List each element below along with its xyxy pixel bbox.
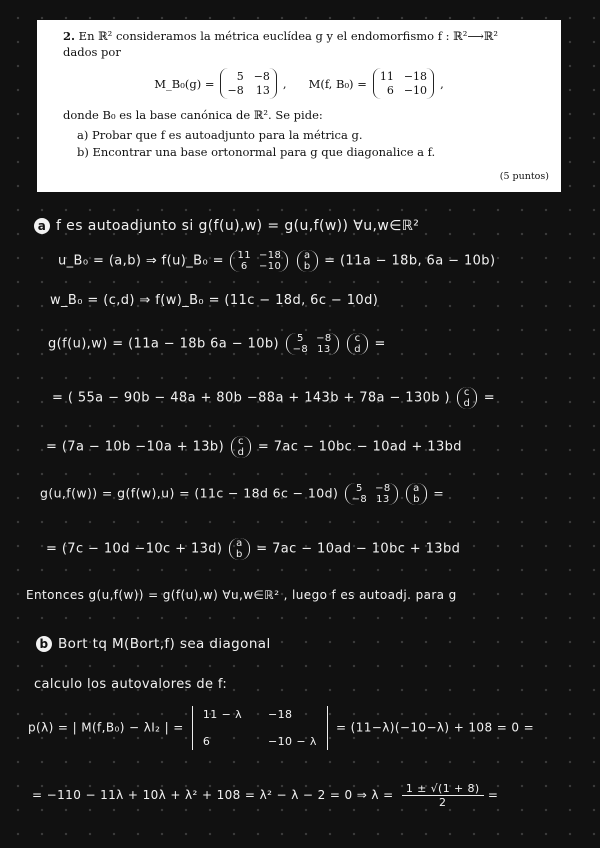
f-expression [309,68,444,99]
vector-entry: b [413,494,420,505]
line-text: g(u,f(w)) = g(f(w),u) = (11c − 18d 6c − 10d) [40,485,339,501]
line-text: = [374,336,386,352]
vector-cd [231,436,252,458]
determinant-entry: 6 [202,735,211,748]
matrix-entry: −18 [403,70,428,83]
matrix-entry: 6 [386,84,394,97]
line-text: Bort tq M(Bort,f) sea diagonal [58,636,271,652]
vector-entry: c [238,436,244,447]
matrix-entry: 11 [237,250,251,261]
vector-ab [297,250,318,272]
vector-entry: b [303,261,311,272]
matrix-entry: −10 [258,261,282,272]
solution-line-7 [40,483,444,505]
determinant-entry: −18 [268,708,293,721]
line-text: = (11−λ)(−10−λ) + 108 = 0 = [335,720,535,735]
metric-matrix-handwritten [345,483,398,505]
matrix-entry: −10 [403,84,428,97]
vector-ab [229,538,250,560]
part-a-badge: a [34,218,50,234]
matrix-entry: 13 [255,84,270,97]
line-text: = (11a − 18b, 6a − 10b) [324,253,496,269]
metric-expression [154,68,286,99]
matrix-entry: 13 [317,344,331,355]
solution-line-1 [34,218,419,234]
solution-line-8 [46,538,460,560]
solution-line-2 [58,250,495,272]
vector-entry: a [413,483,420,494]
solution-line-3: w_B₀ = (c,d) ⇒ f(w)_B₀ = (11c − 18d, 6c − 10d) [50,293,379,308]
matrix-entry: −8 [253,70,270,83]
matrix-entry: 5 [236,70,244,83]
part-b: b) Encontrar una base ortonormal para g que diagonalice a f. [77,145,436,159]
solution-line-10 [36,636,271,652]
determinant-entry: 11 − λ [202,708,243,721]
line-text: = ( 55a − 90b − 48a + 80b −88a + 143b + 78a − 130b ) [52,390,450,406]
matrix-entry: 5 [355,483,363,494]
solution-line-13 [32,782,498,809]
solution-line-9: Entonces g(u,f(w)) = g(f(u),w) ∀u,w∈ℝ² , luego f es autoadj. para g [26,588,457,602]
points-label: (5 puntos) [499,171,549,182]
comma: , [282,76,287,91]
vector-entry: d [463,398,471,409]
line-text: = −110 − 11λ + 10λ + λ² + 108 = λ² − λ − 2 = 0 ⇒ λ = [32,788,394,802]
vector-entry: d [237,447,245,458]
where-clause: donde B₀ es la base canónica de ℝ². Se pide: [63,108,323,122]
line-text: = [483,390,496,406]
matrix-entry: −8 [227,84,244,97]
matrix-entry: −8 [351,494,368,505]
solution-line-12 [28,706,534,750]
vector-entry: b [235,549,243,560]
matrix-entry: −8 [316,333,332,344]
problem-statement [63,28,535,60]
part-a: a) Probar que f es autoadjunto para la métrica g. [77,128,363,142]
solution-line-6 [46,436,462,458]
matrix-entry: −18 [258,250,282,261]
determinant [192,706,328,750]
line-text: = [487,788,499,802]
metric-label: M_B₀(g) = [154,76,215,91]
line-text: g(f(u),w) = (11a − 18b 6a − 10b) [48,336,280,352]
line-text: = 7ac − 10bc − 10ad + 13bd [257,439,462,455]
line-text: = (7c − 10d −10c + 13d) [46,541,223,557]
vector-cd [457,387,478,409]
f-matrix [373,68,434,99]
matrix-entry: −8 [292,344,309,355]
vector-cd [347,333,368,355]
line-text: p(λ) = | M(f,B₀) − λI₂ | = [28,720,184,735]
solution-line-4 [48,333,386,355]
vector-ab [406,483,427,505]
fraction-numerator: 1 ± √(1 + 8) [402,782,484,796]
matrix-entry: 5 [296,333,304,344]
problem-text: En ℝ² consideramos la métrica euclídea g y el endomorfismo f : ℝ²⟶ℝ² dados por [63,29,498,59]
solution-line-5 [52,387,495,409]
problem-card [37,20,561,192]
line-text: = (7a − 10b −10a + 13b) [46,439,225,455]
line-text: = 7ac − 10ad − 10bc + 13bd [256,541,461,557]
fraction-denominator: 2 [439,796,447,809]
part-b-badge: b [36,636,52,652]
f-label: M(f, B₀) = [308,76,367,91]
metric-matrix-handwritten [286,333,339,355]
f-matrix-handwritten [230,250,288,272]
problem-number: 2. [63,29,76,43]
quadratic-fraction [402,782,484,809]
comma: , [440,76,444,91]
line-text: f es autoadjunto si g(f(u),w) = g(u,f(w)) ∀u,w∈ℝ² [56,218,420,234]
problem-parts [63,127,535,161]
solution-line-11: calculo los autovalores de f: [34,677,228,692]
matrix-entry: 11 [379,70,394,83]
vector-entry: c [354,333,361,344]
matrix-entry: 13 [376,494,390,505]
determinant-entry: −10 − λ [268,735,317,748]
line-text: u_B₀ = (a,b) ⇒ f(u)_B₀ = [58,253,224,269]
matrix-entry: −8 [375,483,391,494]
given-matrices [63,68,535,99]
vector-entry: a [303,250,311,261]
vector-entry: c [463,387,470,398]
line-text: = [433,485,445,501]
matrix-entry: 6 [240,261,248,272]
metric-matrix [220,68,276,99]
vector-entry: d [354,344,361,355]
vector-entry: a [236,538,243,549]
